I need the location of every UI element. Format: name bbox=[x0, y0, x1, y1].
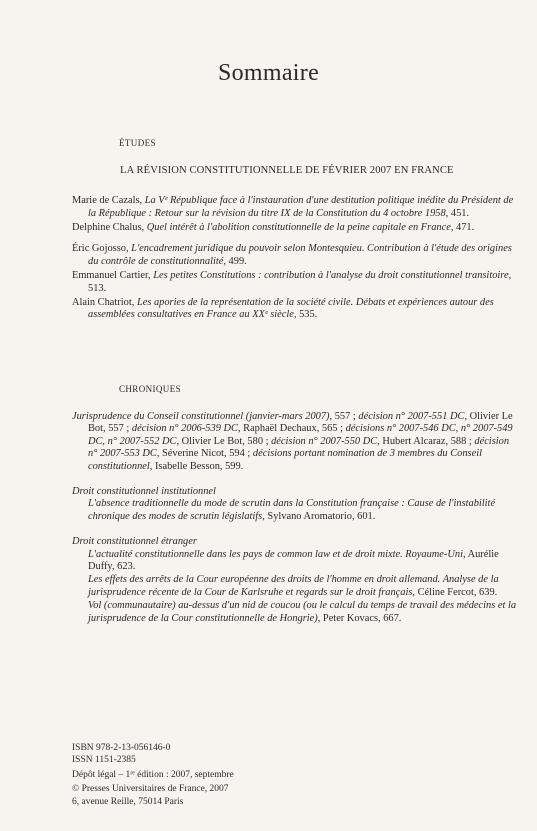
colophon-isbn: ISBN 978-2-13-056146-0 bbox=[72, 743, 171, 753]
italic-text: L'absence traditionnelle du mode de scrutin dans la Constitution française : Cause de l'instabilité chronique des modes de scrutin législatifs bbox=[88, 498, 496, 522]
text-run: , Olivier Le Bot, 557 ; bbox=[88, 411, 513, 435]
chronique-article bbox=[72, 549, 520, 574]
chronique-article bbox=[72, 600, 520, 625]
text-run: , Isabelle Besson, 599. bbox=[149, 460, 244, 472]
text-run: , Raphaël Dechaux, 565 ; bbox=[237, 423, 346, 435]
entry-title: L'encadrement juridique du pouvoir selon Montesquieu. Contribution à l'étude des origines du contrôle de constitutionnalité bbox=[88, 243, 512, 267]
rubric-etranger: Droit constitutionnel étranger bbox=[72, 536, 197, 548]
institutionnel-articles bbox=[72, 498, 520, 523]
italic-text: décisions portant nomination de 3 membres du Conseil constitutionnel bbox=[88, 448, 482, 472]
text-run: , Olivier Le Bot, 580 ; bbox=[176, 435, 272, 447]
colophon-address: 6, avenue Reille, 75014 Paris bbox=[72, 796, 184, 807]
entry-page: , 451. bbox=[445, 207, 470, 219]
colophon-depot: Dépôt légal – 1ʳᵉ édition : 2007, septembre bbox=[72, 769, 234, 780]
chroniques-list bbox=[72, 411, 520, 625]
etudes-entry bbox=[72, 195, 520, 220]
entry-page: , 471. bbox=[450, 221, 475, 233]
italic-text: décision n° 2007-550 DC bbox=[271, 435, 378, 447]
text-run: , Sylvano Aromatorio, 601. bbox=[262, 510, 376, 522]
etranger-articles bbox=[72, 549, 520, 625]
text-run: , Céline Fercot, 639. bbox=[412, 586, 498, 598]
entry-author: Delphine Chalus, bbox=[72, 221, 147, 233]
entry-page: , 513. bbox=[88, 269, 512, 294]
etudes-entry bbox=[72, 222, 520, 235]
chronique-article bbox=[72, 498, 520, 523]
colophon-issn: ISSN 1151-2385 bbox=[72, 755, 136, 766]
entry-author: Marie de Cazals, bbox=[72, 195, 145, 206]
jurisprudence-entry bbox=[72, 411, 520, 473]
italic-text: Jurisprudence du Conseil constitutionnel (janvier-mars 2007) bbox=[72, 411, 330, 422]
italic-text: décision n° 2007-553 DC bbox=[88, 435, 510, 460]
rubric-institutionnel: Droit constitutionnel institutionnel bbox=[72, 486, 216, 498]
entry-page: , 535. bbox=[293, 309, 318, 321]
italic-text: décisions n° 2007-546 DC, n° 2007-549 DC, n° 2007-552 DC bbox=[88, 423, 513, 447]
etudes-entry bbox=[72, 243, 520, 268]
italic-text: décision n° 2006-539 DC bbox=[131, 423, 238, 435]
italic-text: Vol (communautaire) au-dessus d'un nid de coucou (ou le calcul du temps de travail des médecins et la jurisprudence de la Cour constitutionnelle de Hongrie) bbox=[88, 600, 517, 624]
etudes-list bbox=[72, 195, 520, 322]
colophon-copyright: © Presses Universitaires de France, 2007 bbox=[72, 784, 229, 795]
text-run: , Peter Kovacs, 667. bbox=[317, 612, 402, 624]
entry-title: Quel intérêt à l'abolition constitutionnelle de la peine capitale en France bbox=[146, 221, 451, 233]
entry-author: Emmanuel Cartier, bbox=[72, 269, 154, 281]
entry-title: Les petites Constitutions : contribution à l'analyse du droit constitutionnel transitoire bbox=[153, 269, 509, 281]
colophon bbox=[72, 742, 234, 808]
entry-author: Alain Chatriot, bbox=[72, 296, 137, 308]
section-label-etudes: ÉTUDES bbox=[119, 138, 156, 148]
page-title: Sommaire bbox=[217, 60, 320, 86]
text-run: , Séverine Nicot, 594 ; bbox=[156, 448, 253, 460]
section-label-chroniques: CHRONIQUES bbox=[119, 384, 182, 394]
italic-text: Les effets des arrêts de la Cour européenne des droits de l'homme en droit allemand. Analyse de la jurisprudence récente de la Cour de Karlsruhe et regards sur le droit français bbox=[88, 574, 499, 598]
text-run: , Hubert Alcaraz, 588 ; bbox=[377, 435, 475, 447]
entry-title: La Vᵉ République face à l'instauration d'une destitution politique inédite du Président de la République : Retour sur la révision du titre IX de la Constitution du 4 octobre 1958 bbox=[88, 195, 514, 219]
chronique-article bbox=[72, 574, 520, 599]
etudes-entry bbox=[72, 270, 520, 295]
etudes-entry bbox=[72, 297, 520, 322]
italic-text: décision n° 2007-551 DC bbox=[358, 411, 465, 422]
text-run: , 557 ; bbox=[329, 411, 359, 422]
etudes-heading: LA RÉVISION CONSTITUTIONNELLE DE FÉVRIER 2007 EN FRANCE bbox=[120, 165, 454, 176]
text-run: , Aurélie Duffy, 623. bbox=[88, 548, 499, 573]
entry-author: Éric Gojosso, bbox=[72, 243, 132, 255]
entry-title: Les apories de la représentation de la société civile. Débats et expériences autour des assemblées consultatives en France au XXᵉ siècle bbox=[88, 296, 494, 321]
entry-page: , 499. bbox=[223, 255, 247, 267]
italic-text: L'actualité constitutionnelle dans les pays de common law et de droit mixte. Royaume-Uni bbox=[88, 548, 463, 560]
